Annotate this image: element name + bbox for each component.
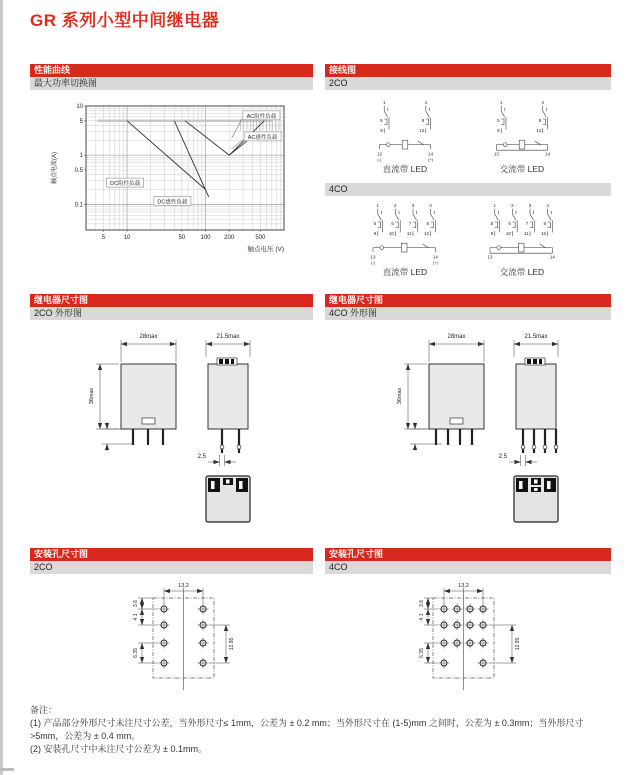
svg-text:8: 8: [421, 117, 425, 123]
subsection-wiring-4co: 4CO: [325, 183, 611, 196]
svg-text:5: 5: [373, 220, 377, 226]
svg-text:4.1: 4.1: [133, 613, 139, 621]
svg-text:9: 9: [380, 127, 383, 133]
notes-label: 备注：: [30, 705, 58, 715]
svg-text:21.5max: 21.5max: [216, 334, 240, 340]
svg-text:50: 50: [178, 235, 186, 241]
svg-text:1: 1: [499, 100, 503, 106]
svg-text:DC阻性负载: DC阻性负载: [110, 181, 141, 188]
section-header-holes-right: 安装孔尺寸图: [325, 548, 611, 561]
svg-text:5: 5: [490, 220, 494, 226]
svg-text:2.5: 2.5: [498, 454, 507, 460]
svg-text:14: 14: [545, 151, 551, 157]
svg-text:触点电流(A): 触点电流(A): [52, 152, 58, 184]
svg-text:500: 500: [255, 235, 266, 241]
svg-text:13: 13: [376, 151, 382, 157]
svg-text:10: 10: [123, 235, 131, 241]
caption-4co-dc: 直流带 LED: [382, 267, 428, 277]
svg-text:10: 10: [388, 230, 394, 236]
svg-text:(-): (-): [377, 157, 382, 162]
svg-text:4: 4: [424, 100, 428, 106]
wiring-diagram-4co-ac: [477, 202, 567, 266]
svg-text:13: 13: [487, 254, 493, 260]
subsection-dims-4co: 4CO 外形图: [325, 307, 611, 320]
mounting-holes-2co: [112, 578, 262, 710]
svg-text:8: 8: [538, 117, 542, 123]
svg-text:1: 1: [382, 100, 386, 106]
section-header-dims-left: 继电器尺寸图: [30, 294, 313, 307]
svg-text:14: 14: [549, 254, 555, 260]
section-header-dims-right: 继电器尺寸图: [325, 294, 611, 307]
svg-text:3.6: 3.6: [133, 600, 139, 607]
svg-text:8: 8: [426, 220, 429, 226]
svg-text:6: 6: [391, 220, 394, 226]
svg-text:10: 10: [505, 230, 511, 236]
svg-text:3: 3: [411, 203, 415, 209]
max-switching-power-chart: [44, 98, 299, 270]
note-line-2: (2) 安装孔尺寸中未注尺寸公差为 ± 0.1mm。: [30, 744, 207, 755]
svg-text:2.5: 2.5: [197, 454, 206, 460]
section-header-performance: 性能曲线: [30, 64, 313, 77]
subsection-holes-2co: 2CO: [30, 561, 313, 574]
svg-text:5: 5: [497, 117, 500, 123]
svg-text:7: 7: [408, 220, 412, 226]
svg-text:12: 12: [541, 230, 546, 236]
svg-text:9: 9: [497, 127, 500, 133]
subsection-dims-2co: 2CO 外形图: [30, 307, 313, 320]
section-header-wiring: 接线图: [325, 64, 611, 77]
svg-text:10: 10: [76, 104, 83, 110]
svg-text:2: 2: [394, 203, 397, 209]
svg-text:14: 14: [428, 151, 434, 157]
svg-text:13: 13: [493, 151, 499, 157]
svg-text:36max: 36max: [89, 387, 95, 405]
outline-drawing-2co: [76, 324, 306, 532]
svg-text:100: 100: [200, 235, 211, 241]
svg-text:14: 14: [432, 254, 438, 260]
svg-text:1: 1: [493, 203, 497, 209]
svg-text:11: 11: [406, 230, 412, 236]
svg-text:触点电压 (V): 触点电压 (V): [247, 246, 284, 253]
svg-text:21.5max: 21.5max: [524, 334, 548, 340]
svg-text:4: 4: [429, 203, 432, 209]
svg-text:DC感性负载: DC感性负载: [157, 199, 188, 206]
svg-text:7: 7: [525, 220, 529, 226]
svg-text:5: 5: [380, 117, 383, 123]
svg-text:12.95: 12.95: [515, 637, 521, 651]
svg-text:28max: 28max: [139, 334, 158, 340]
caption-4co-ac: 交流带 LED: [499, 267, 545, 277]
svg-text:6: 6: [508, 220, 511, 226]
svg-text:1: 1: [79, 153, 83, 160]
svg-text:13: 13: [370, 254, 376, 260]
caption-2co-ac: 交流带 LED: [499, 164, 545, 174]
page-edge-strip: [0, 0, 3, 775]
section-header-holes-left: 安装孔尺寸图: [30, 548, 313, 561]
svg-text:9: 9: [373, 230, 377, 236]
svg-text:9: 9: [490, 230, 494, 236]
svg-text:12: 12: [424, 230, 429, 236]
wiring-diagram-2co-ac: [477, 99, 567, 163]
svg-text:11: 11: [523, 230, 529, 236]
svg-text:12: 12: [536, 127, 542, 133]
note-line-1: (1) 产品部分外形尺寸未注尺寸公差，当外形尺寸≤ 1mm，公差为 ± 0.2 mm；当外形尺寸在 (1-5)mm 之间时，公差为 ± 0.3mm；当外形尺寸 >5mm，公差为 ± 0.4 mm。: [30, 718, 584, 742]
svg-text:4: 4: [546, 203, 549, 209]
svg-text:13.2: 13.2: [458, 583, 469, 589]
svg-text:200: 200: [224, 235, 235, 241]
svg-text:(+): (+): [432, 260, 438, 265]
page-corner-mark: [0, 768, 14, 771]
svg-text:12: 12: [419, 127, 425, 133]
svg-text:AC阻性负载: AC阻性负载: [246, 113, 277, 120]
svg-text:36max: 36max: [397, 387, 403, 405]
svg-text:1: 1: [376, 203, 380, 209]
caption-2co-dc: 直流带 LED: [382, 164, 428, 174]
svg-text:4.1: 4.1: [419, 613, 425, 621]
wiring-diagram-4co-dc: [360, 202, 450, 266]
svg-text:6.35: 6.35: [133, 648, 139, 658]
svg-text:0.5: 0.5: [74, 167, 83, 174]
subsection-wiring-2co: 2CO: [325, 77, 611, 90]
svg-text:8: 8: [543, 220, 546, 226]
svg-text:(+): (+): [428, 157, 434, 162]
svg-text:28max: 28max: [447, 334, 466, 340]
svg-text:AC感性负载: AC感性负载: [247, 134, 278, 141]
subsection-performance-sub: 最大功率切换图: [30, 77, 313, 90]
svg-text:4: 4: [541, 100, 545, 106]
svg-text:5: 5: [79, 118, 83, 125]
page-title: GR 系列小型中间继电器: [30, 11, 220, 30]
svg-text:6.35: 6.35: [419, 648, 425, 658]
svg-text:(-): (-): [371, 260, 375, 265]
notes-block: [30, 704, 616, 756]
svg-text:12.95: 12.95: [229, 637, 235, 651]
svg-text:2: 2: [511, 203, 514, 209]
svg-text:3.6: 3.6: [419, 600, 425, 607]
svg-text:5: 5: [101, 235, 106, 241]
svg-text:13.2: 13.2: [178, 583, 189, 589]
svg-text:0.1: 0.1: [74, 202, 83, 209]
wiring-diagram-2co-dc: [360, 99, 450, 163]
outline-drawing-4co: [384, 324, 614, 532]
subsection-holes-4co: 4CO: [325, 561, 611, 574]
svg-text:3: 3: [528, 203, 532, 209]
mounting-holes-4co: [398, 578, 548, 710]
